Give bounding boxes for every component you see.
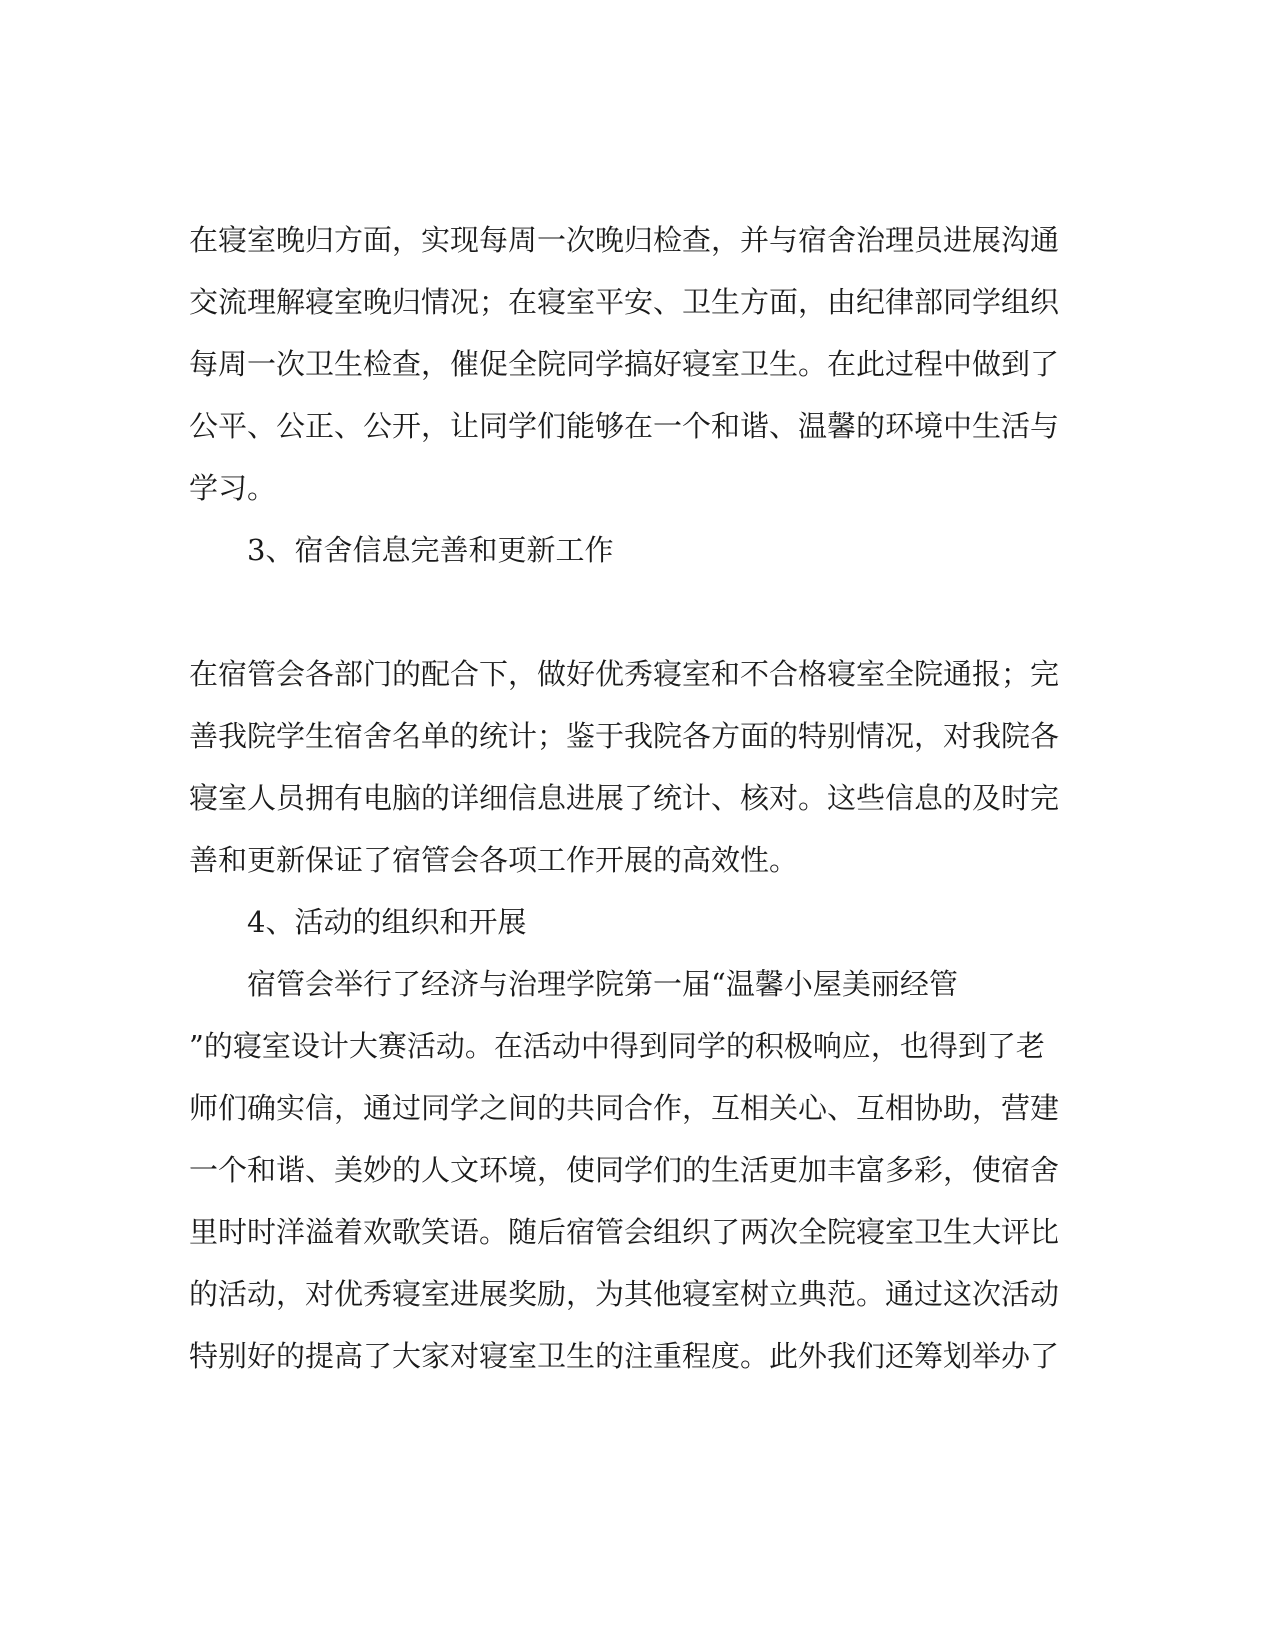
section-heading: 3、宿舍信息完善和更新工作: [247, 533, 614, 567]
paragraph-line: 公平、公正、公开，让同学们能够在一个和谐、温馨的环境中生活与: [189, 409, 1060, 443]
paragraph-line: 特别好的提高了大家对寝室卫生的注重程度。此外我们还筹划举办了: [189, 1339, 1060, 1373]
paragraph-line: 善和更新保证了宿管会各项工作开展的高效性。: [189, 843, 799, 877]
paragraph-line: 每周一次卫生检查，催促全院同学搞好寝室卫生。在此过程中做到了: [189, 347, 1060, 381]
paragraph-line: 宿管会举行了经济与治理学院第一届“温馨小屋美丽经管: [247, 967, 958, 1001]
paragraph-line: ”的寝室设计大赛活动。在活动中得到同学的积极响应，也得到了老: [189, 1029, 1045, 1063]
paragraph-line: 的活动，对优秀寝室进展奖励，为其他寝室树立典范。通过这次活动: [189, 1277, 1060, 1311]
paragraph-line: 在寝室晚归方面，实现每周一次晚归检查，并与宿舍治理员进展沟通: [189, 223, 1060, 257]
paragraph-line: 在宿管会各部门的配合下，做好优秀寝室和不合格寝室全院通报；完: [189, 657, 1060, 691]
paragraph-line: 一个和谐、美妙的人文环境，使同学们的生活更加丰富多彩，使宿舍: [189, 1153, 1060, 1187]
section-heading: 4、活动的组织和开展: [247, 905, 527, 939]
paragraph-line: 交流理解寝室晚归情况；在寝室平安、卫生方面，由纪律部同学组织: [189, 285, 1060, 319]
paragraph-line: 善我院学生宿舍名单的统计；鉴于我院各方面的特别情况，对我院各: [189, 719, 1060, 753]
paragraph-line: 寝室人员拥有电脑的详细信息进展了统计、核对。这些信息的及时完: [189, 781, 1060, 815]
paragraph-line: 里时时洋溢着欢歌笑语。随后宿管会组织了两次全院寝室卫生大评比: [189, 1215, 1060, 1249]
paragraph-line: 学习。: [189, 471, 277, 505]
paragraph-line: 师们确实信，通过同学之间的共同合作，互相关心、互相协助，营建: [189, 1091, 1060, 1125]
